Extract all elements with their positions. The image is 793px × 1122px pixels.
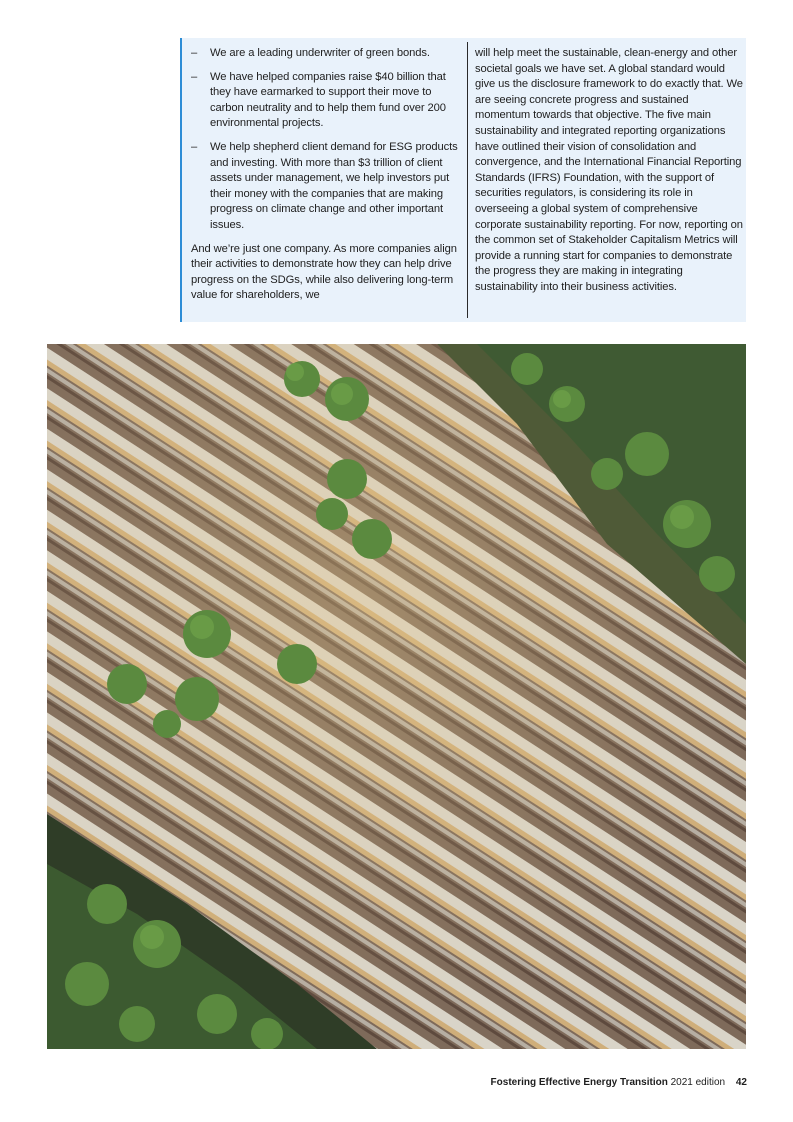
dash-marker: – (191, 140, 198, 153)
bullet-text: We have helped companies raise $40 billion that they have earmarked to support their move to carbon neutrality and to help them fund over 200 environmental projects. (210, 70, 446, 130)
callout-left-column (191, 46, 459, 304)
page-number: 42 (735, 1077, 747, 1088)
bullet-text: We help shepherd client demand for ESG products and investing. With more than $3 trillion of client assets under management, we help investors put their money with the companies that are making progress on climate change and other important issues. (210, 140, 458, 231)
dash-marker: – (191, 70, 198, 83)
report-edition: 2021 edition (670, 1077, 726, 1088)
column-divider (467, 42, 468, 318)
report-title: Fostering Effective Energy Transition (490, 1077, 668, 1088)
dash-marker: – (191, 47, 198, 59)
aerial-forest-illustration (47, 344, 746, 1049)
page-footer (491, 1077, 747, 1088)
bullet-text: We are a leading underwriter of green bonds. (210, 47, 430, 59)
bullet-item (191, 46, 459, 62)
right-paragraph: will help meet the sustainable, clean-energy and other societal goals we have set. A global standard would give us the disclosure framework to do exactly that. We are seeing concrete progress and sustained momentum towards that objective. The five main sustainability and integrated reporting organizations have outlined their vision of consolidation and convergence, and the International Financial Reporting Standards (IFRS) Foundation, with the support of securities regulators, is considering its role in overseeing a global system of comprehensive corporate sustainability reporting. For now, reporting on the common set of Stakeholder Capitalism Metrics will provide a running start for companies to demonstrate the progress they are making in integrating sustainability into their business activities. (475, 47, 743, 293)
left-paragraph: And we’re just one company. As more companies align their activities to demonstrate how they can help drive progress on the SDGs, while also delivering long-term value for shareholders, we (191, 242, 457, 302)
bullet-item (191, 140, 459, 234)
aerial-forest-photo (47, 344, 746, 1049)
callout-right-column (475, 46, 745, 296)
bullet-list (191, 46, 459, 234)
bullet-item (191, 70, 459, 132)
callout-box (180, 38, 746, 322)
